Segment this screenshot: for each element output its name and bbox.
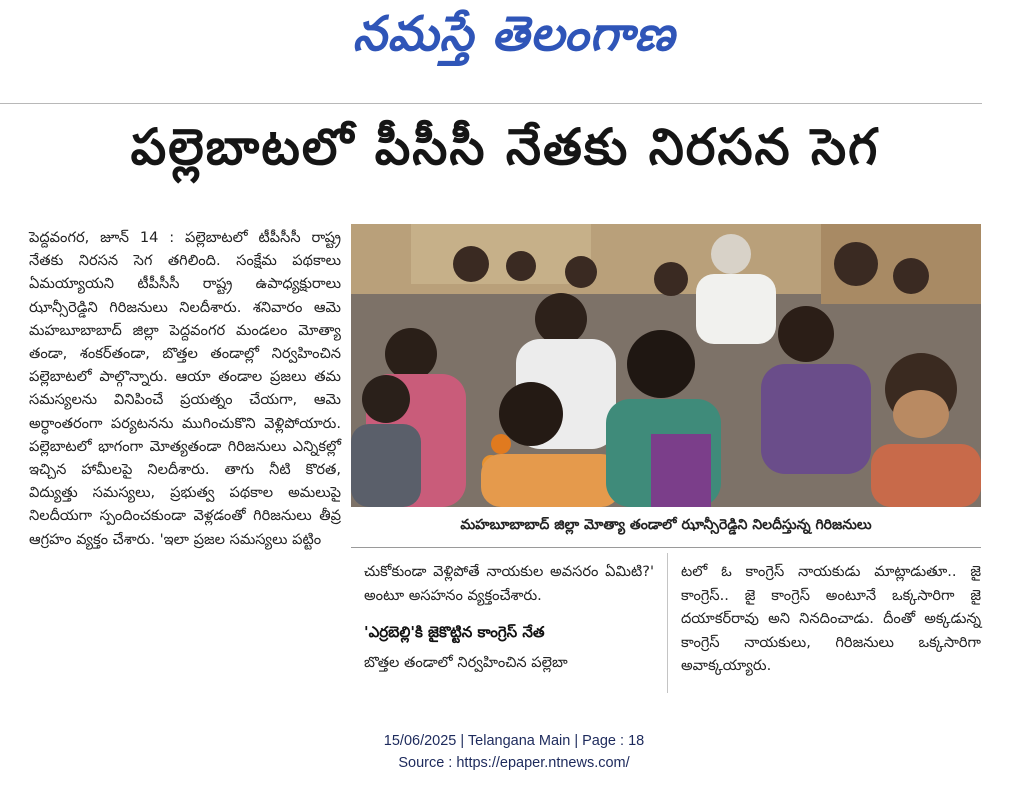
article-paragraph: చుకోకుండా వెళ్లిపోతే నాయకుల అవసరం ఏమిటి?' అంటూ అసహనం వ్యక్తంచేశారు. xyxy=(364,563,654,604)
masthead xyxy=(0,0,1028,80)
article-paragraph: పెద్దవంగర, జూన్ 14 : పల్లెబాటలో టీపీసీసీ రాష్ట్ర నేతకు నిరసన సెగ తగిలింది. సంక్షేమ పథకాలు ఏమయ్యాయని టీపీసీసీ రాష్ట్ర ఉపాధ్యక్షురాలు ఝాన్సీరెడ్డిని గిరిజనులు నిలదీశారు. శనివారం ఆమె మహబూబాబాద్ జిల్లా పెద్దవంగర మండలం మోత్యా తండా, శంకర్‌తండా, బొత్తల తండాల్లో నిర్వహించిన పల్లెబాటలో పాల్గొన్నారు. ఆయా తండాల ప్రజలు తమ సమస్యలను వినిపించే ప్రయత్నం చేయగా, ఆమె అర్ధాంతరంగా పర్యటనను ముగించుకొని వెళ్లిపోయారు. పల్లెబాటలో భాగంగా మోత్యతండా గిరిజనులు ఎన్నికల్లో ఇచ్చిన హామీలపై నిలదీశారు. తాగు నీటి కొరత, విద్యుత్తు సమస్యలు, ప్రభుత్వ పథకాల అమలుపై నిలదీయగా స్పందించకుండా వెళ్లడంతో గిరిజనులు తీవ్ర ఆగ్రహం వ్యక్తం చేశారు. 'ఇలా ప్రజల సమస్యలు పట్టిం xyxy=(29,229,341,548)
caption-divider xyxy=(351,547,981,548)
photo-caption: మహబూబాబాద్ జిల్లా మోత్యా తండాలో ఝాన్సీరెడ్డిని నిలదీస్తున్న గిరిజనులు xyxy=(460,517,872,533)
article-paragraph: బొత్తల తండాలో నిర్వహించిన పల్లెబా xyxy=(364,654,568,672)
headline: పల్లెబాటలో పీసీసీ నేతకు నిరసన సెగ xyxy=(130,118,880,176)
article-right-column xyxy=(681,560,981,678)
masthead-logo: నమస్తే తెలంగాణ xyxy=(352,6,676,62)
edition-info: 15/06/2025 | Telangana Main | Page : 18 xyxy=(383,733,645,749)
news-photo xyxy=(351,224,981,507)
column-divider xyxy=(667,553,668,693)
article-middle-column xyxy=(364,560,654,675)
crowd-photo-illustration xyxy=(351,224,981,507)
article-paragraph: టలో ఓ కాంగ్రెస్ నాయకుడు మాట్లాడుతూ.. జై కాంగ్రెస్.. జై కాంగ్రెస్ అంటూనే ఒక్కసారిగా జై దయాకర్‌రావు అని నినదించాడు. దీంతో అక్కడున్న కాంగ్రెస్ నాయకులు, గిరిజనులు ఒక్కసారిగా అవాక్కయ్యారు. xyxy=(681,563,981,675)
source-link[interactable]: Source : https://epaper.ntnews.com/ xyxy=(398,755,630,771)
masthead-divider xyxy=(0,103,982,104)
article-subheading: 'ఎర్రబెల్లి'కి జైకొట్టిన కాంగ్రెస్ నేత xyxy=(364,623,545,642)
page-footer xyxy=(0,730,1028,774)
article-left-column xyxy=(29,226,341,551)
